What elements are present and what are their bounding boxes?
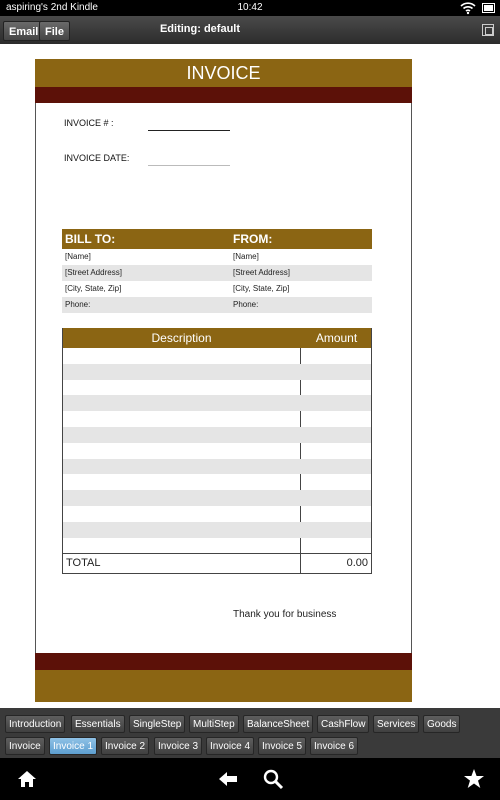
table-row[interactable]	[63, 395, 371, 411]
from-header: FROM:	[233, 232, 273, 246]
invoice-title: INVOICE	[35, 59, 412, 87]
device-name: aspiring's 2nd Kindle	[6, 2, 98, 13]
from-phone[interactable]: Phone:	[233, 300, 259, 309]
table-row[interactable]	[63, 364, 371, 380]
bill-header-row	[62, 229, 372, 249]
nav-bar	[0, 758, 500, 800]
header-band	[35, 87, 412, 103]
tab-essentials[interactable]: Essentials	[71, 715, 125, 733]
amount-header: Amount	[315, 331, 358, 345]
table-row[interactable]	[63, 427, 371, 443]
description-header: Description	[151, 331, 212, 345]
table-row[interactable]	[63, 380, 371, 396]
tab-singlestep[interactable]: SingleStep	[129, 715, 185, 733]
from-name[interactable]: [Name]	[233, 252, 259, 261]
search-icon[interactable]	[262, 768, 284, 790]
line-items-table	[62, 328, 372, 574]
from-city[interactable]: [City, State, Zip]	[233, 284, 290, 293]
bill-row[interactable]	[62, 297, 372, 313]
fullscreen-icon[interactable]	[482, 24, 494, 36]
invoice-number-label: INVOICE # :	[64, 118, 114, 128]
clock: 10:42	[237, 2, 263, 13]
bill-to-header: BILL TO:	[65, 232, 116, 246]
app-toolbar	[0, 16, 500, 44]
email-button[interactable]: Email	[3, 21, 44, 41]
tab-cashflow[interactable]: CashFlow	[317, 715, 369, 733]
tab-invoice[interactable]: Invoice	[5, 737, 45, 755]
wifi-icon	[460, 1, 476, 15]
bill-to-name[interactable]: [Name]	[65, 252, 91, 261]
invoice-sheet[interactable]	[0, 44, 500, 708]
table-row[interactable]	[63, 538, 371, 554]
tab-invoice-4[interactable]: Invoice 4	[206, 737, 254, 755]
footer-band	[35, 653, 412, 670]
bill-to-from-table	[62, 229, 372, 313]
line-items-body	[63, 348, 371, 553]
invoice-body	[35, 103, 412, 653]
from-street[interactable]: [Street Address]	[233, 268, 290, 277]
tab-invoice-1[interactable]: Invoice 1	[49, 737, 97, 755]
table-row[interactable]	[63, 490, 371, 506]
invoice-date-label: INVOICE DATE:	[64, 153, 130, 163]
tab-invoice-3[interactable]: Invoice 3	[154, 737, 202, 755]
footer-bar	[35, 670, 412, 702]
tab-invoice-2[interactable]: Invoice 2	[101, 737, 149, 755]
tab-multistep[interactable]: MultiStep	[189, 715, 239, 733]
bill-to-city[interactable]: [City, State, Zip]	[65, 284, 122, 293]
total-label: TOTAL	[66, 557, 101, 570]
table-row[interactable]	[63, 522, 371, 538]
table-row[interactable]	[63, 443, 371, 459]
table-row[interactable]	[63, 506, 371, 522]
tab-introduction[interactable]: Introduction	[5, 715, 65, 733]
back-icon[interactable]	[217, 768, 239, 790]
star-icon[interactable]	[463, 768, 485, 790]
toolbar-title: Editing: default	[159, 23, 241, 35]
bill-to-street[interactable]: [Street Address]	[65, 268, 122, 277]
sheet-tab-bar	[0, 708, 500, 758]
tab-services[interactable]: Services	[373, 715, 419, 733]
tab-invoice-6[interactable]: Invoice 6	[310, 737, 358, 755]
table-row[interactable]	[63, 474, 371, 490]
total-row	[63, 553, 371, 573]
thank-you-note: Thank you for business	[233, 609, 337, 620]
table-row[interactable]	[63, 411, 371, 427]
tab-invoice-5[interactable]: Invoice 5	[258, 737, 306, 755]
bill-to-phone[interactable]: Phone:	[65, 300, 91, 309]
tab-goods[interactable]: Goods	[423, 715, 460, 733]
column-divider	[300, 554, 301, 573]
table-row[interactable]	[63, 459, 371, 475]
file-button[interactable]: File	[39, 21, 70, 41]
bill-row[interactable]	[62, 281, 372, 297]
status-bar	[0, 0, 500, 16]
table-row[interactable]	[63, 348, 371, 364]
total-value: 0.00	[346, 557, 368, 570]
line-items-header	[63, 328, 371, 348]
tab-balancesheet[interactable]: BalanceSheet	[243, 715, 313, 733]
bill-row[interactable]	[62, 249, 372, 265]
invoice-date-field[interactable]	[148, 165, 230, 166]
bill-row[interactable]	[62, 265, 372, 281]
battery-icon	[482, 3, 495, 13]
home-icon[interactable]	[16, 768, 38, 790]
invoice-number-field[interactable]	[148, 130, 230, 131]
